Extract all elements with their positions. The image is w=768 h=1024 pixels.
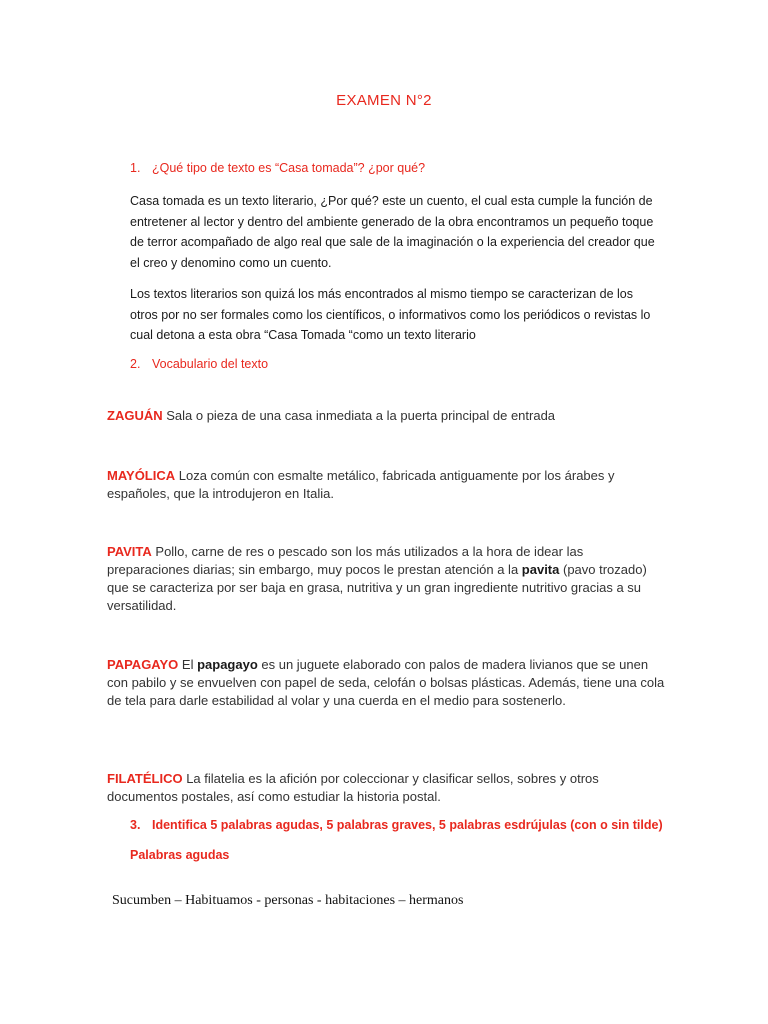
question-1-number: 1. <box>130 161 141 175</box>
vocab-definition: La filatelia es la afición por coleccionar y clasificar sellos, sobres y otros documentos postales, así como estudiar la historia postal. <box>107 771 599 804</box>
answer-1-paragraph-1: Casa tomada es un texto literario, ¿Por qué? este un cuento, el cual esta cumple la función de entretener al lector y dentro del ambiente generado de la obra encontramos un pequeño toque de terror acompañado de algo real que sale de la imaginación o la experiencia del creador que el creo y denomino como un cuento. <box>130 194 655 270</box>
words-list-line: Sucumben – Habituamos - personas - habitaciones – hermanos <box>112 893 464 908</box>
vocab-entry-filatelico <box>107 770 667 806</box>
vocab-word: ZAGUÁN <box>107 408 163 423</box>
vocab-word: MAYÓLICA <box>107 468 176 483</box>
vocab-word: PAPAGAYO <box>107 657 179 672</box>
vocab-definition: Sala o pieza de una casa inmediata a la puerta principal de entrada <box>162 408 556 423</box>
question-2-number: 2. <box>130 357 141 371</box>
vocab-definition: Loza común con esmalte metálico, fabricada antiguamente por los árabes y españoles, que la introdujeron en Italia. <box>107 468 615 501</box>
vocab-bold-term: papagayo <box>197 657 258 672</box>
vocab-word: PAVITA <box>107 544 152 559</box>
question-2-text: Vocabulario del texto <box>152 357 269 371</box>
vocab-definition-end: (pavo trozado) que se caracteriza por ser baja en grasa, nutritiva y un gran ingrediente nutritivo gracias a su versatilidad. <box>107 562 647 613</box>
vocab-word: FILATÉLICO <box>107 771 183 786</box>
palabras-agudas-label: Palabras agudas <box>130 848 230 862</box>
question-3-text: Identifica 5 palabras agudas, 5 palabras graves, 5 palabras esdrújulas (con o sin tilde) <box>152 818 663 832</box>
vocab-entry-zaguan <box>107 407 667 425</box>
answer-1-paragraph-2: Los textos literarios son quizá los más encontrados al mismo tiempo se caracterizan de los otros por no ser formales como los científicos, o informativos como los periódicos o revistas lo cual detona a esta obra “Casa Tomada “como un texto literario <box>130 287 651 342</box>
vocab-definition-end: es un juguete elaborado con palos de madera livianos que se unen con pabilo y se envuelven con papel de seda, celofán o bolsas plásticas. Además, tiene una cola de tela para darle estabilidad al volar y una cuerda en el medio para sostenerlo. <box>107 657 665 708</box>
question-1 <box>130 161 425 175</box>
question-1-text: ¿Qué tipo de texto es “Casa tomada”? ¿por qué? <box>152 161 426 175</box>
vocab-entry-pavita <box>107 543 667 615</box>
vocab-definition-start: Pollo, carne de res o pescado son los más utilizados a la hora de idear las preparaciones diarias; sin embargo, muy pocos le prestan atención a la <box>107 544 584 577</box>
vocab-entry-mayolica <box>107 467 667 503</box>
question-3 <box>130 818 663 832</box>
vocab-definition-start: El <box>178 657 198 672</box>
vocab-bold-term: pavita <box>521 562 560 577</box>
vocab-entry-papagayo <box>107 656 667 710</box>
question-2 <box>130 357 268 371</box>
exam-title: EXAMEN N°2 <box>336 92 432 109</box>
question-3-number: 3. <box>130 818 141 832</box>
